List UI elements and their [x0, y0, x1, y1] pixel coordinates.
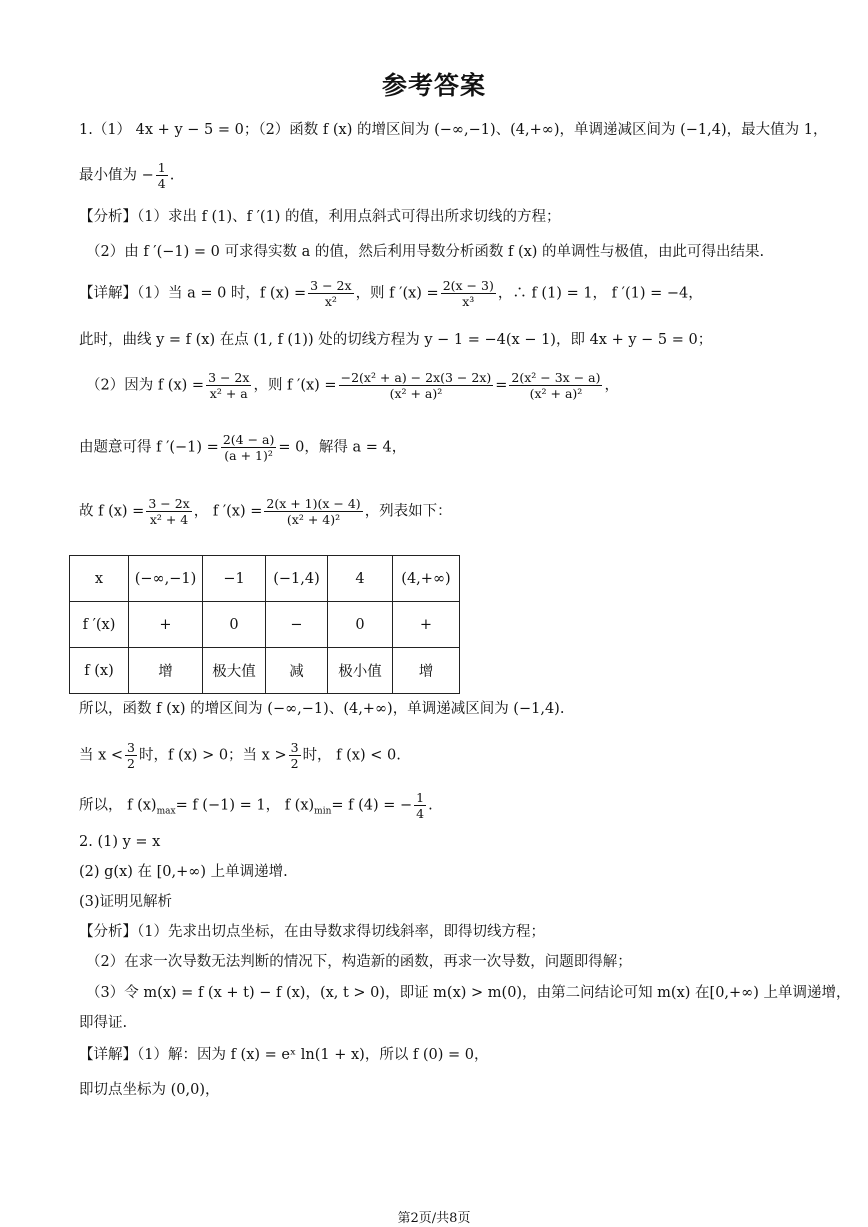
q1-detail-2: 此时，曲线 y = f (x) 在点 (1, f (1)) 处的切线方程为 y − 1 = −4(x − 1)，即 4x + y − 5 = 0；	[79, 332, 713, 348]
table-cell: (4,+∞)	[393, 556, 460, 602]
q1-detail-1: 【详解】（1）当 a = 0 时，f (x) = $\frac{3 - 2x}{\text{x²}}$ ，则 f ′(x) = $\frac{2(x - 3)}{\text{x³}}$ ，∴ f (1) = 1， f ′(1) = −4，	[79, 278, 703, 309]
table-cell: (−∞,−1)	[129, 556, 203, 602]
table-cell: f (x)	[70, 648, 129, 694]
q2-answer-1: 2. (1) y = x	[79, 834, 161, 850]
q2-detail-1: 【详解】（1）解：因为 f (x) = eˣ ln(1 + x)，所以 f (0) = 0，	[79, 1047, 489, 1063]
table-cell: x	[70, 556, 129, 602]
q1-conclusion-1: 所以，函数 f (x) 的增区间为 (−∞,−1)、(4,+∞)，单调递减区间为 (−1,4).	[79, 701, 565, 717]
q1-so: 故 f (x) = $\frac{3 - 2x}{\text{x² + 4}}$ ， f ′(x) = $\frac{2(x + 1)(x - 4)}{\text{(x² + 4)²}}$ ，列表如下：	[79, 496, 452, 527]
table-cell: 极小值	[328, 648, 393, 694]
page-title: 参考答案	[381, 71, 486, 100]
table-cell: +	[129, 602, 203, 648]
table-cell: −1	[203, 556, 266, 602]
table-cell: 减	[266, 648, 328, 694]
q2-analysis-2: （2）在求一次导数无法判断的情况下，构造新的函数，再求一次导数，问题即得解；	[86, 954, 632, 970]
q1-answer-line1: 1.（1） 4x + y − 5 = 0；（2）函数 f (x) 的增区间为 (−∞,−1)、(4,+∞)，单调递减区间为 (−1,4)，最大值为 1，	[79, 122, 828, 138]
q1-analysis-2: （2）由 f ′(−1) = 0 可求得实数 a 的值，然后利用导数分析函数 f (x) 的单调性与极值，由此可得出结果.	[86, 244, 765, 260]
q1-condition: 由题意可得 f ′(−1) = $\frac{2(4 - a)}{\text{(a + 1)²}}$ = 0，解得 a = 4，	[79, 432, 407, 463]
q1-part2: （2）因为 f (x) = $\frac{3 - 2x}{\text{x² + a}}$ ，则 f ′(x) = $\frac{\text{−2(x² + a) − 2x(3 − 2x)}}{\text{(x² + a)²}}$ = $\frac{\text{2(x² − 3x − a)}}{\text{(x² + a)²}}$ ，	[86, 370, 619, 401]
table-cell: f ′(x)	[70, 602, 129, 648]
table-cell: +	[393, 602, 460, 648]
q1-analysis-1: 【分析】（1）求出 f (1)、f ′(1) 的值，利用点斜式可得出所求切线的方程；	[79, 209, 561, 225]
monotonicity-table	[69, 555, 460, 694]
table-cell: (−1,4)	[266, 556, 328, 602]
table-cell: 0	[203, 602, 266, 648]
table-row	[70, 602, 460, 648]
table-cell: −	[266, 602, 328, 648]
q1-answer-line2: 最小值为 − $\frac{1}{4}$ .	[79, 160, 175, 191]
q2-detail-2: 即切点坐标为 (0,0)，	[79, 1082, 220, 1098]
q1-conclusion-2: 当 x < $\frac{3}{2}$ 时，f (x) > 0；当 x > $\frac{3}{2}$ 时， f (x) < 0.	[79, 740, 401, 771]
table-cell: 增	[129, 648, 203, 694]
fraction: $\frac{1}{4}$	[157, 160, 166, 191]
q2-analysis-3: （3）令 m(x) = f (x + t) − f (x)，(x, t > 0)，即证 m(x) > m(0)，由第二问结论可知 m(x) 在[0,+∞) 上单调递增，	[86, 985, 851, 1001]
table-cell: 极大值	[203, 648, 266, 694]
page-footer: 第2页/共8页	[397, 1211, 471, 1226]
table-cell: 4	[328, 556, 393, 602]
q2-answer-2: (2) g(x) 在 [0,+∞) 上单调递增.	[79, 864, 288, 880]
table-row	[70, 648, 460, 694]
q2-answer-3: (3)证明见解析	[79, 894, 173, 910]
table-row	[70, 556, 460, 602]
q2-analysis-1: 【分析】（1）先求出切点坐标，在由导数求得切线斜率，即得切线方程；	[79, 924, 545, 940]
q1-conclusion-3: 所以， f $(x)_{max}= f$ (−1) = 1， f $(x)_{min}= f$ (4) = − $\frac{1}{4}$ .	[79, 790, 433, 821]
q2-analysis-4: 即得证.	[79, 1015, 128, 1031]
table-cell: 0	[328, 602, 393, 648]
table-cell: 增	[393, 648, 460, 694]
